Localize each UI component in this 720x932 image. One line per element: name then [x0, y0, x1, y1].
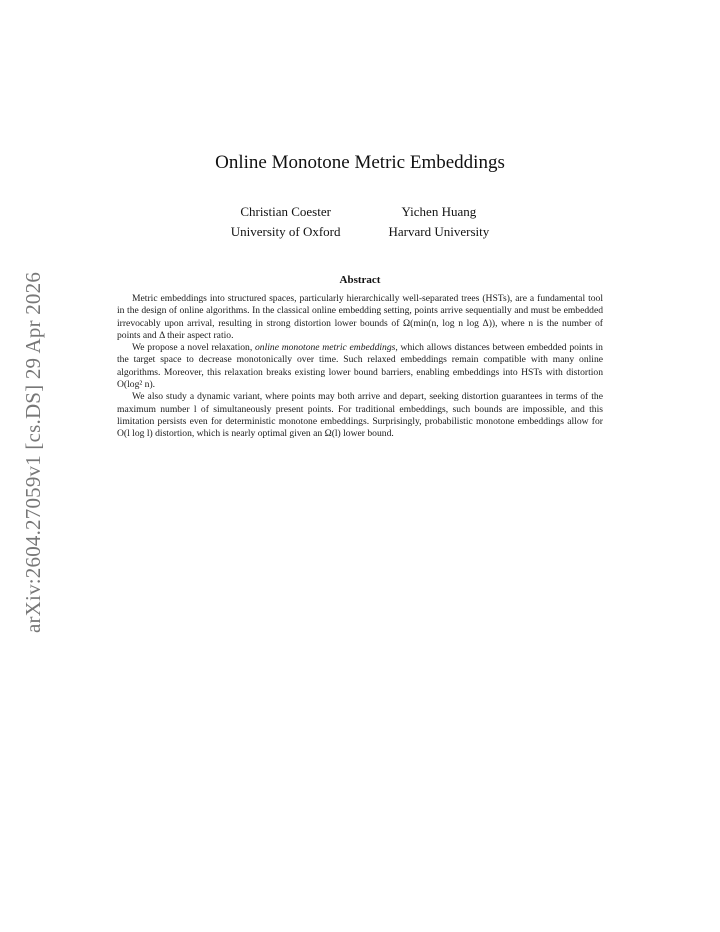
author-1 — [231, 202, 341, 242]
abstract-heading: Abstract — [339, 274, 381, 286]
paper-title: Online Monotone Metric Embeddings — [215, 152, 505, 173]
abstract-paragraph-2-emphasis: online monotone metric embeddings — [254, 342, 396, 354]
abstract-paragraph-2-end: , which allows distances between embedded points in the target space to decrease monotonically over time. Such relaxed embeddings remain compatible with many online algorithms. Moreover, this relaxation breaks existing lower bound barriers, enabling embeddings into HSTs with distortion O(log² n). — [117, 342, 603, 391]
arxiv-identifier-text: arXiv:2604.27059v1 [cs.DS] 29 Apr 2026 — [21, 271, 46, 634]
abstract-paragraph-2 — [117, 342, 603, 391]
author-1-name: Christian Coester — [240, 204, 331, 219]
author-1-affiliation: University of Oxford — [230, 224, 341, 239]
author-2 — [389, 202, 490, 242]
arxiv-identifier-stamp — [18, 260, 50, 645]
abstract-paragraph-2-start: We propose a novel relaxation, — [132, 342, 255, 354]
abstract-paragraph-3: We also study a dynamic variant, where points may both arrive and depart, seeking distortion guarantees in terms of the maximum number l of simultaneously present points. For traditional embeddings, such bounds are impossible, and this limitation persists even for deterministic monotone embeddings. Surprisingly, probabilistic monotone embeddings allow for O(l log l) distortion, which is nearly optimal given an Ω(l) lower bound. — [117, 391, 603, 440]
abstract-paragraph-1: Metric embeddings into structured spaces, particularly hierarchically well-separated trees (HSTs), are a fundamental tool in the design of online algorithms. In the classical online embedding setting, points arrive sequentially and must be embedded irrevocably upon arrival, resulting in strong distortion lower bounds of Ω(min(n, log n log Δ)), where n is the number of points and Δ their aspect ratio. — [117, 293, 603, 341]
author-block — [0, 202, 720, 242]
author-2-name: Yichen Huang — [401, 204, 477, 219]
abstract-body — [117, 293, 603, 441]
author-2-affiliation: Harvard University — [388, 224, 490, 239]
